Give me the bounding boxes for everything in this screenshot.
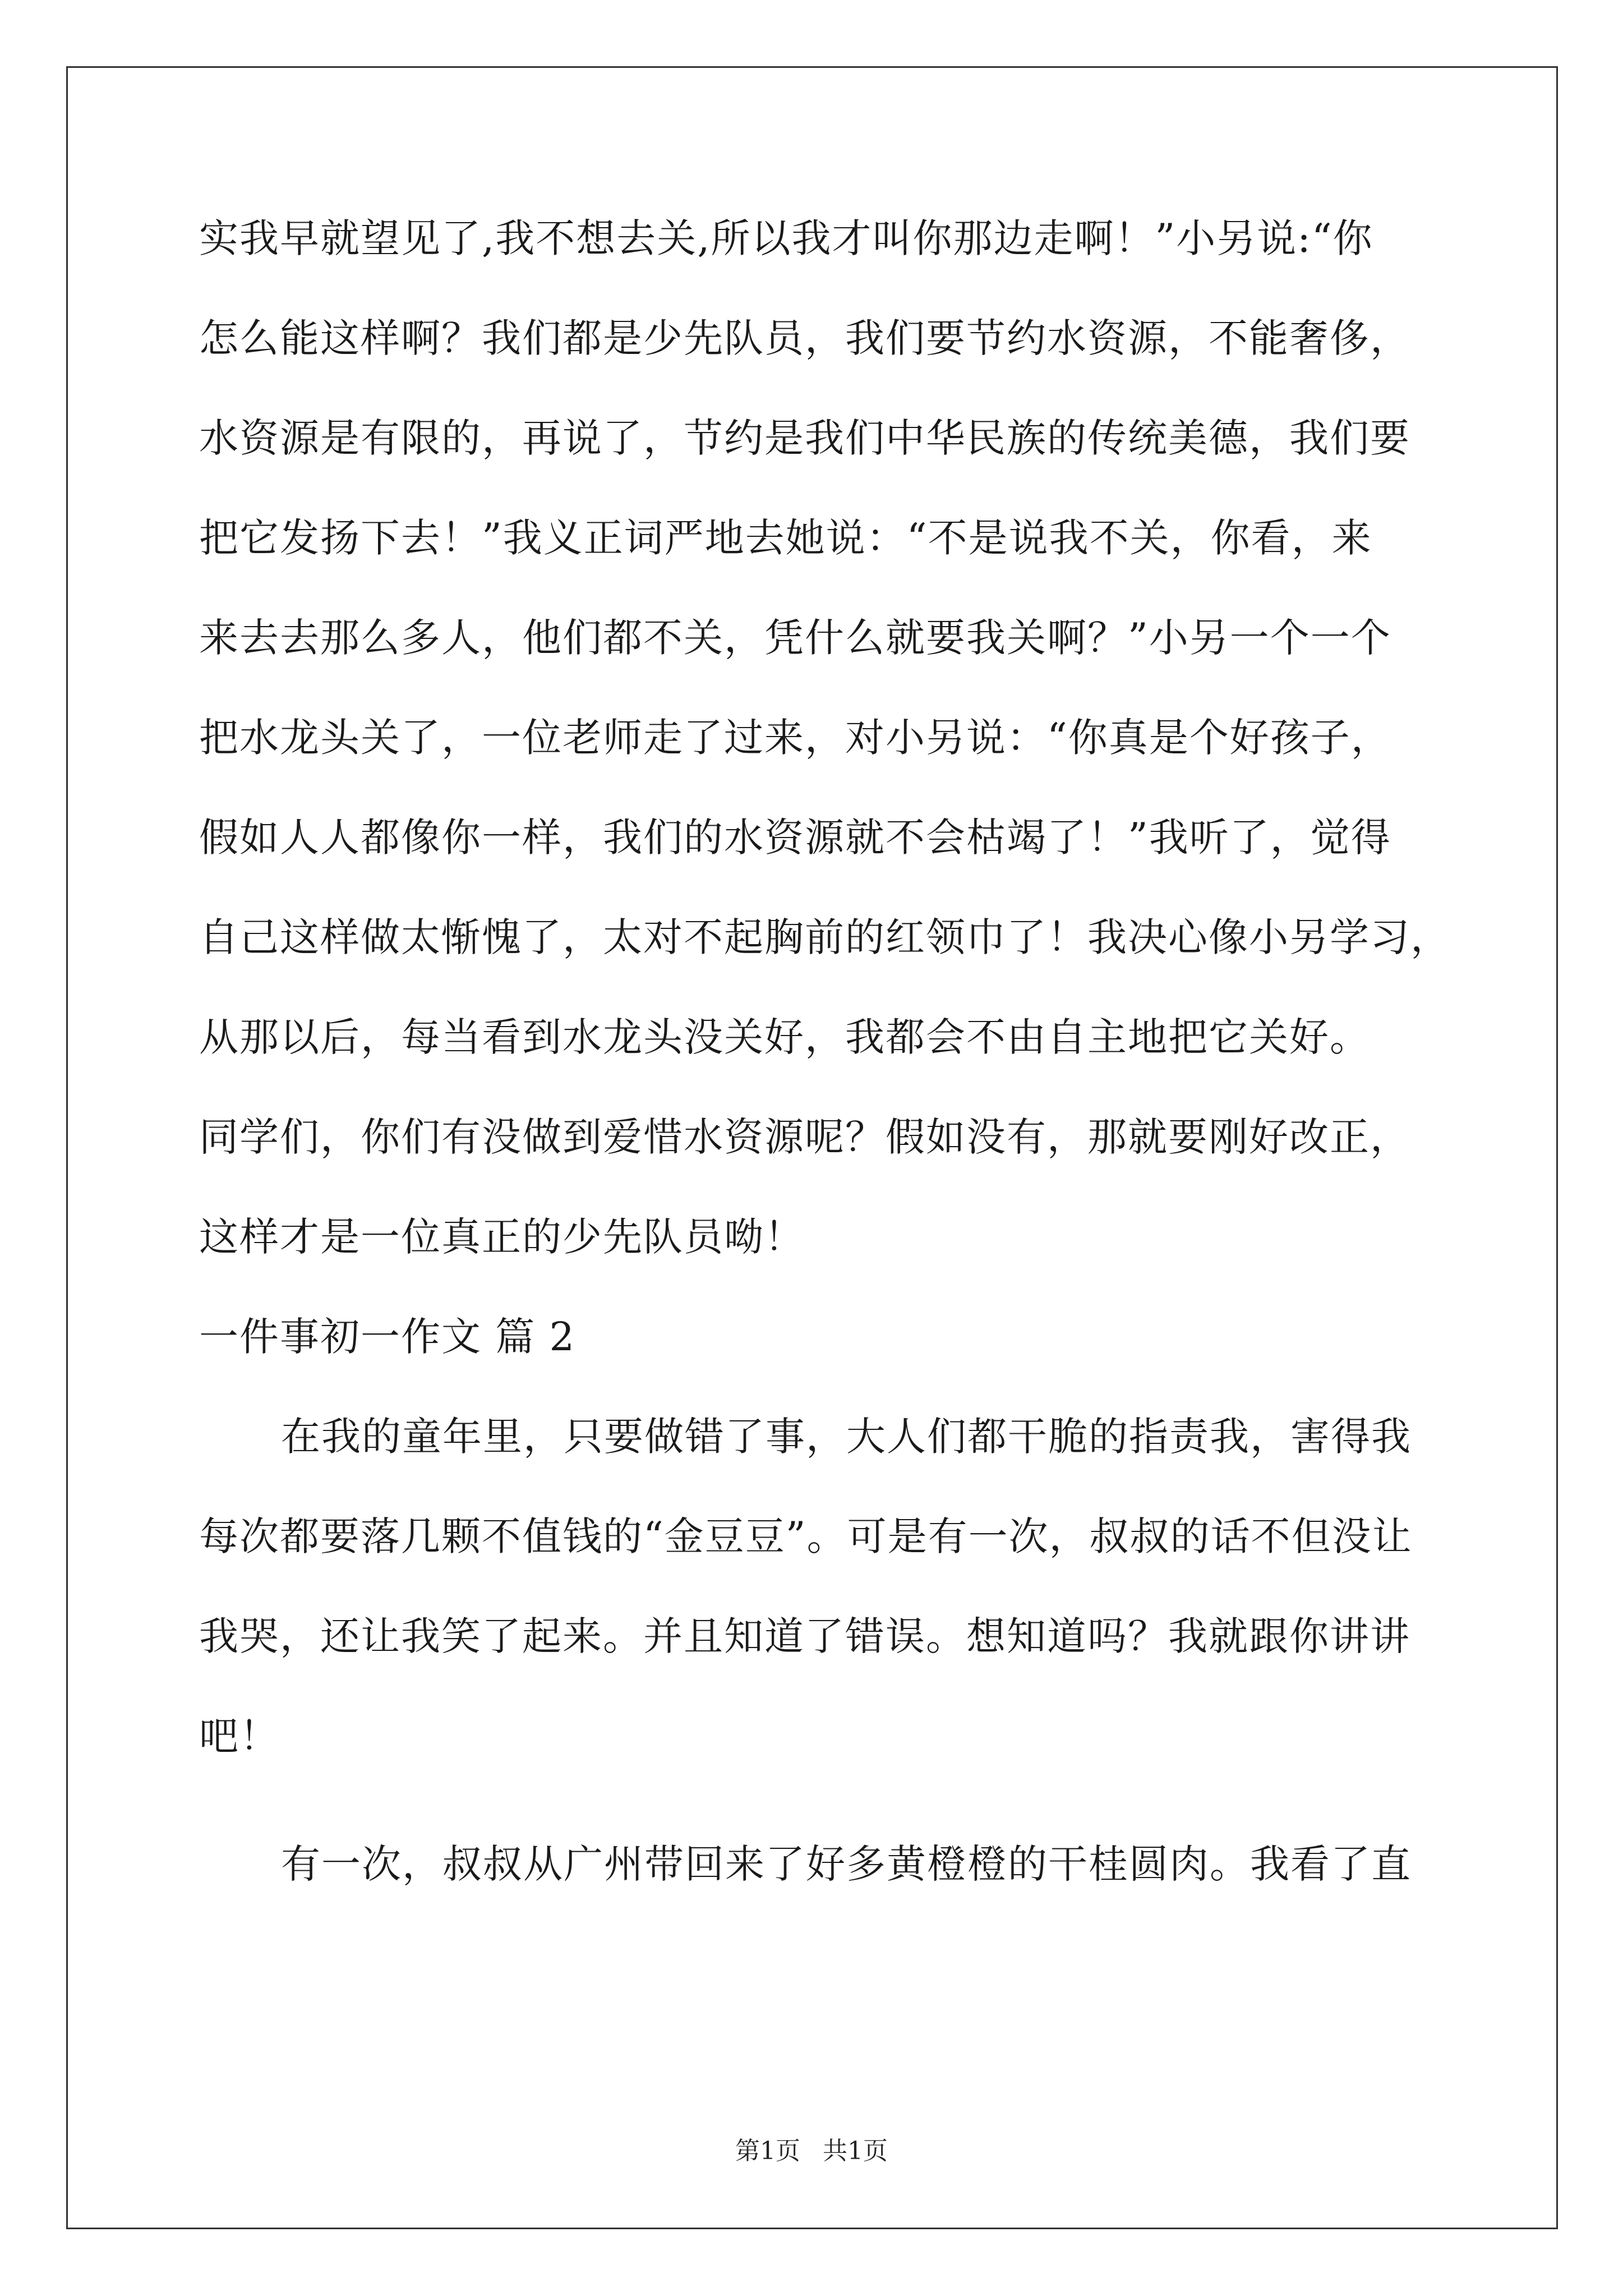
- text-line: 自己这样做太惭愧了，太对不起胸前的红领巾了！我决心像小另学习，: [199, 914, 1451, 960]
- text-line: 有一次，叔叔从广州带回来了好多黄橙橙的干桂圆肉。我看了直: [281, 1841, 1412, 1887]
- page-total: 共1页: [823, 2137, 888, 2165]
- text-line: 这样才是一位真正的少先队员呦！: [199, 1214, 805, 1260]
- text-line: 假如人人都像你一样，我们的水资源就不会枯竭了！”我听了，觉得: [199, 815, 1391, 861]
- text-line: 把它发扬下去！”我义正词严地去她说：“不是说我不关，你看，来: [199, 515, 1372, 561]
- text-line: 水资源是有限的，再说了，节约是我们中华民族的传统美德，我们要: [199, 415, 1410, 461]
- text-line: 每次都要落几颗不值钱的“金豆豆”。可是有一次，叔叔的话不但没让: [199, 1513, 1413, 1559]
- page-number: 第1页: [735, 2137, 800, 2165]
- page-footer: [0, 2134, 1623, 2168]
- text-line: 把水龙头关了，一位老师走了过来，对小另说：“你真是个好孩子，: [199, 715, 1391, 761]
- text-line: 同学们，你们有没做到爱惜水资源呢？假如没有，那就要刚好改正，: [199, 1114, 1410, 1160]
- document-body: [199, 210, 1451, 1936]
- text-line: 怎么能这样啊？我们都是少先队员，我们要节约水资源，不能奢侈，: [199, 315, 1410, 361]
- text-line: 实我早就望见了,我不想去关,所以我才叫你那边走啊！”小另说:“你: [199, 215, 1373, 261]
- text-line: 我哭，还让我笑了起来。并且知道了错误。想知道吗？我就跟你讲讲: [199, 1613, 1410, 1659]
- text-line: 吧！: [199, 1713, 280, 1759]
- text-line: 从那以后，每当看到水龙头没关好，我都会不由自主地把它关好。: [199, 1014, 1370, 1060]
- text-line: 在我的童年里，只要做错了事，大人们都干脆的指责我，害得我: [281, 1414, 1412, 1460]
- section-heading: 一件事初一作文 篇 2: [199, 1314, 576, 1360]
- text-line: 来去去那么多人，他们都不关，凭什么就要我关啊？”小另一个一个: [199, 615, 1391, 661]
